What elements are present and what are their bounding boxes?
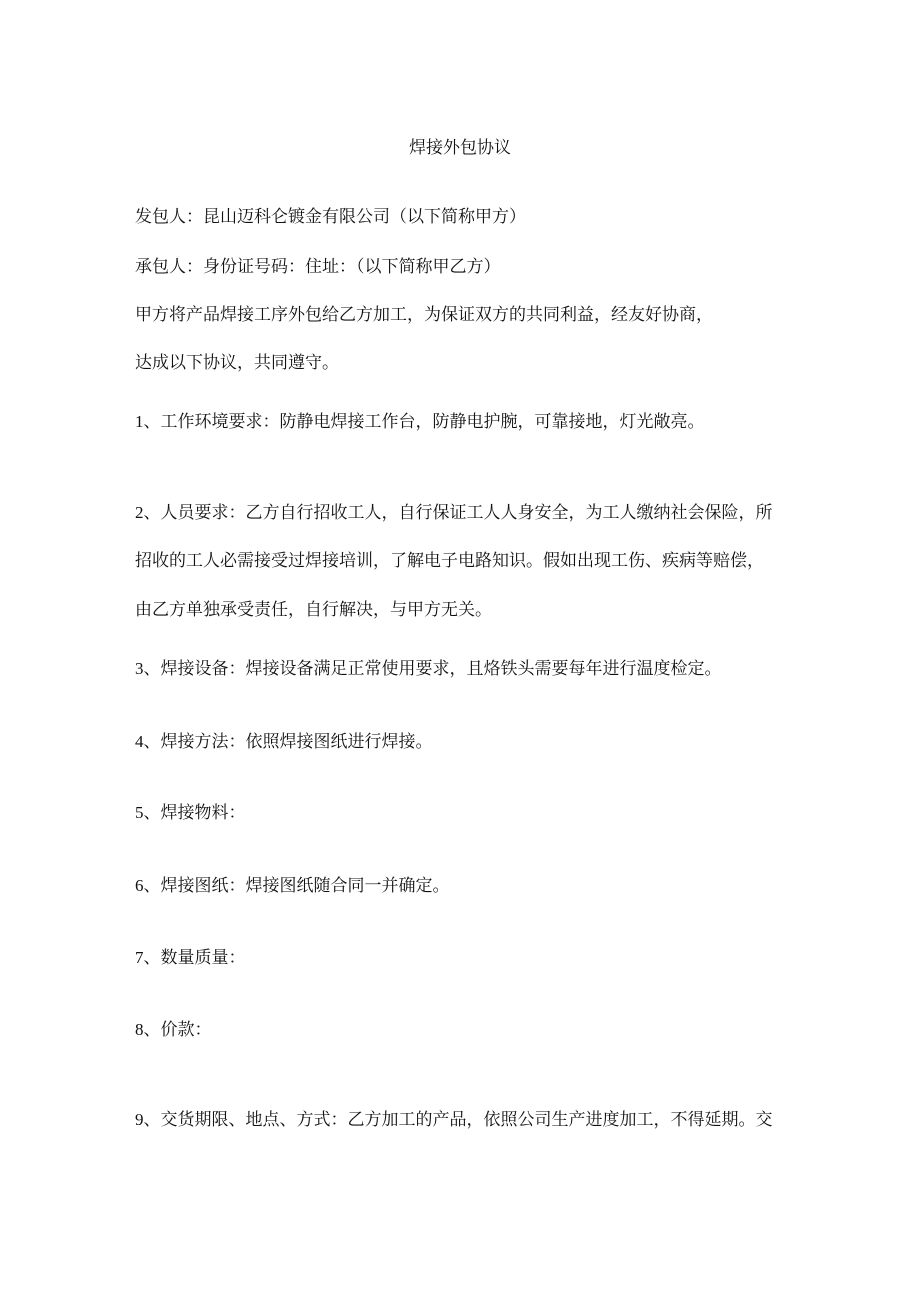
clause-9	[135, 1108, 773, 1132]
clause-number: 1	[135, 412, 144, 431]
clause-5	[135, 801, 246, 825]
clause-text: 、焊接图纸：焊接图纸随合同一并确定。	[143, 876, 450, 896]
clause-text: 、人员要求：乙方自行招收工人，自行保证工人人身安全，为工人缴纳社会保险，所	[143, 503, 773, 523]
clause-number: 2	[135, 503, 144, 522]
clause-text: 、交货期限、地点、方式：乙方加工的产品，依照公司生产进度加工，不得延期。交	[143, 1110, 773, 1130]
clause-4	[135, 730, 433, 754]
clause-number: 6	[135, 876, 144, 895]
clause-text: 、焊接物料：	[143, 803, 246, 823]
clause-number: 3	[135, 659, 144, 678]
clause-7	[135, 946, 246, 970]
clause-6	[135, 874, 450, 898]
clause-2	[135, 501, 773, 525]
clause-2-line-3: 由乙方单独承受责任，自行解决，与甲方无关。	[135, 600, 492, 620]
clause-text: 、数量质量：	[143, 948, 246, 968]
clause-number: 8	[135, 1020, 144, 1039]
clause-text: 、焊接方法：依照焊接图纸进行焊接。	[143, 732, 433, 752]
clause-2-line-2: 招收的工人必需接受过焊接培训，了解电子电路知识。假如出现工伤、疾病等赔偿，	[135, 551, 764, 571]
clause-1	[135, 410, 705, 434]
clause-text: 、价款：	[143, 1020, 212, 1040]
clause-text: 、工作环境要求：防静电焊接工作台，防静电护腕，可靠接地，灯光敞亮。	[143, 412, 705, 432]
document-title: 焊接外包协议	[409, 138, 511, 158]
clause-8	[135, 1018, 212, 1042]
contractor-line: 发包人：昆山迈科仑镀金有限公司（以下简称甲方）	[135, 207, 526, 227]
clause-number: 7	[135, 948, 144, 967]
clause-3	[135, 657, 722, 681]
intro-line-1: 甲方将产品焊接工序外包给乙方加工，为保证双方的共同利益，经友好协商，	[135, 305, 713, 325]
intro-line-2: 达成以下协议，共同遵守。	[135, 353, 339, 373]
clause-number: 9	[135, 1110, 144, 1129]
subcontractor-line: 承包人：身份证号码：住址：（以下简称甲乙方）	[135, 257, 501, 277]
clause-number: 5	[135, 803, 144, 822]
clause-text: 、焊接设备：焊接设备满足正常使用要求，且烙铁头需要每年进行温度检定。	[143, 659, 722, 679]
clause-number: 4	[135, 732, 144, 751]
